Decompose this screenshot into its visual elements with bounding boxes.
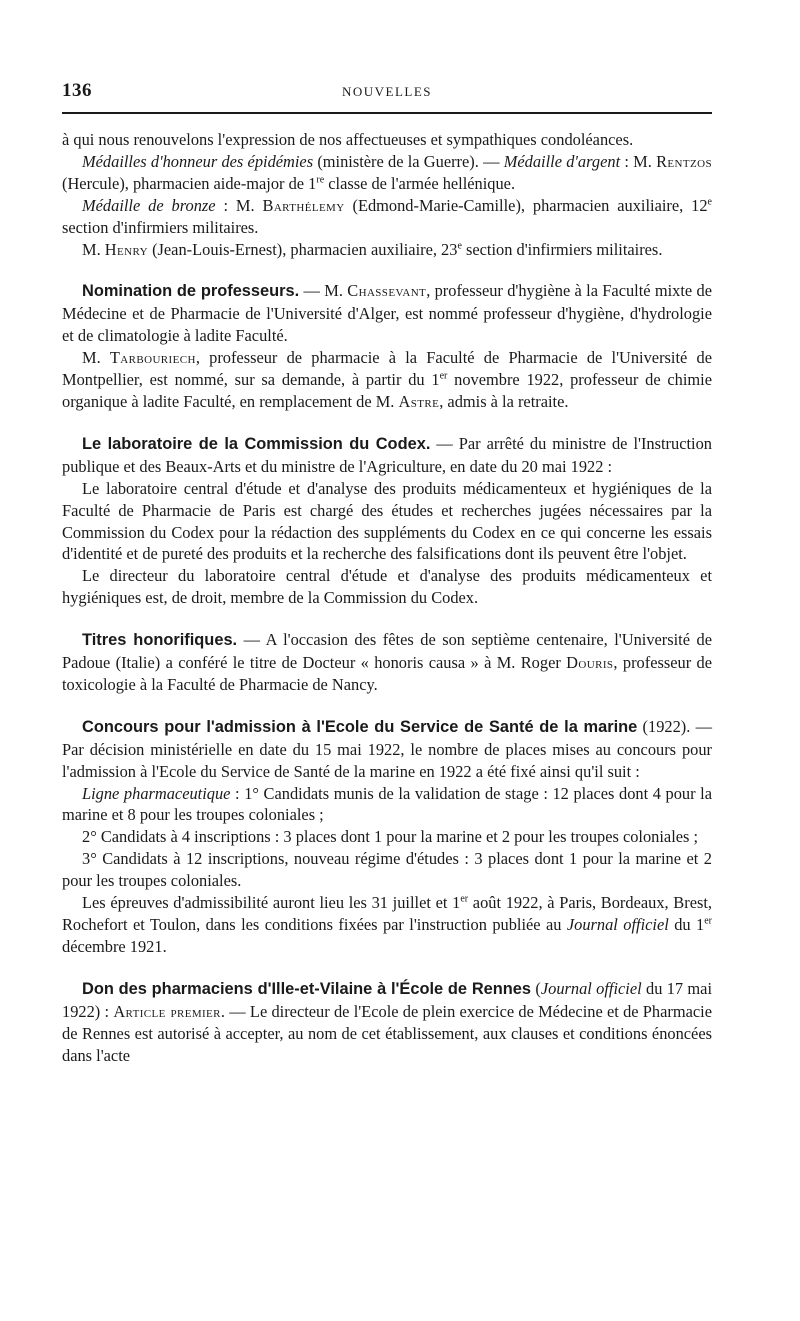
person-name: Barthélemy xyxy=(262,195,345,215)
header-rule xyxy=(62,112,712,114)
section-concours xyxy=(62,716,712,958)
paragraph: à qui nous renouvelons l'expression de nos affectueuses et sympathiques condoléances. xyxy=(62,130,634,149)
superscript: e xyxy=(457,240,462,252)
article-body xyxy=(62,129,712,1066)
section-heading: Don des pharmaciens d'Ille-et-Vilaine à l'École de Rennes xyxy=(82,979,532,998)
text-run: . — Le directeur de l'Ecole de plein exercice de Médecine et de Pharmacie de Rennes est autorisé à accepter, au nom de cet établissement, aux clauses et conditions énoncées dans l'acte xyxy=(62,1001,712,1065)
section-heading: Titres honorifiques. xyxy=(82,631,238,650)
article-label: Article premier xyxy=(113,1001,221,1021)
section-heading: Concours pour l'admission à l'Ecole du Service de Santé de la marine xyxy=(82,717,638,736)
section-don xyxy=(62,978,712,1067)
section-codex xyxy=(62,433,712,609)
paragraph: Le laboratoire central d'étude et d'analyse des produits médicamenteux et hygiéniques de la Faculté de Pharmacie de Paris est chargé des études et recherches jugées nécessaires par la Commission du Codex pour la rédaction des suppléments du Codex en ce qui concerne les essais d'identité et de pureté des produits et la recherche des falsifications dont ils peuvent être l'objet. xyxy=(62,478,712,564)
text-run: , professeur de toxicologie à la Faculté de Pharmacie de Nancy. xyxy=(62,653,712,694)
text-run: , professeur d'hygiène à la Faculté mixte de Médecine et de Pharmacie de l'Université d'Alger, est nommé professeur d'hygiène, d'hydrologie et de climatologie à ladite Faculté. xyxy=(62,281,713,346)
paragraph xyxy=(62,239,712,261)
person-name: Henry xyxy=(104,239,148,259)
superscript: e xyxy=(707,196,712,208)
text-run: (ministère de la Guerre). — xyxy=(313,151,504,171)
superscript: er xyxy=(460,893,469,905)
text-run: Les épreuves d'admissibilité auront lieu les 31 juillet et 1 xyxy=(82,893,461,913)
paragraph xyxy=(62,433,712,478)
paragraph xyxy=(62,978,712,1067)
section-titres xyxy=(62,629,712,696)
text-run: section d'infirmiers militaires. xyxy=(461,239,663,259)
paragraph xyxy=(62,629,712,696)
text-run: — M. xyxy=(299,281,348,301)
publication-title: Journal officiel xyxy=(566,915,669,934)
text-run: novembre 1922, professeur de chimie organique à ladite Faculté, en remplacement de M. xyxy=(62,370,712,411)
award-label: Médaille d'argent xyxy=(503,151,621,171)
text-run: ( xyxy=(531,978,541,998)
superscript: er xyxy=(439,370,448,382)
text-run: section d'infirmiers militaires. xyxy=(62,217,259,237)
superscript: re xyxy=(316,174,325,186)
person-name: Chassevant xyxy=(347,281,427,301)
page-number: 136 xyxy=(62,80,92,101)
text-run: du 17 mai 1922) : xyxy=(62,978,713,1021)
text-run: (Hercule), pharmacien aide-major de 1 xyxy=(62,173,317,193)
text-run: classe de l'armée hellénique. xyxy=(324,173,516,193)
publication-title: Journal officiel xyxy=(540,978,642,998)
text-run: (Edmond-Marie-Camille), pharmacien auxiliaire, 12 xyxy=(344,195,708,215)
page-header xyxy=(62,80,712,108)
text-run: : M. xyxy=(215,195,263,215)
award-label: Médailles d'honneur des épidémies xyxy=(82,151,314,171)
paragraph xyxy=(62,151,712,195)
text-run: du 1 xyxy=(668,915,705,934)
paragraph xyxy=(62,280,712,347)
text-run: , professeur de pharmacie à la Faculté de Pharmacie de l'Université de Montpellier, est nommé, sur sa demande, à partir du 1 xyxy=(62,348,712,390)
person-name: Douris xyxy=(566,653,614,673)
person-name: Rentzos xyxy=(656,151,712,171)
award-label: Médaille de bronze xyxy=(82,195,216,215)
text-run: — A l'occasion des fêtes de son septième centenaire, l'Université de Padoue (Italie) a conféré le titre de Docteur « honoris causa » à M. Roger xyxy=(62,630,712,673)
text-run: (1922). — Par décision ministérielle en date du 15 mai 1922, le nombre de places mises au concours pour l'admission à l'Ecole du Service de Santé de la marine en 1922 a été fixé ainsi qu'il suit : xyxy=(62,716,712,781)
text-run: août 1922, à Paris, Bordeaux, Brest, Rochefort et Toulon, dans les conditions fixées par l'instruction publiée au xyxy=(62,893,712,934)
paragraph xyxy=(62,347,712,413)
paragraph: Le directeur du laboratoire central d'étude et d'analyse des produits médicamenteux et hygiéniques est, de droit, membre de la Commission du Codex. xyxy=(62,566,712,608)
text-run: , admis à la retraite. xyxy=(439,391,569,411)
paragraph xyxy=(62,783,712,827)
paragraph xyxy=(62,892,712,958)
text-run: M. xyxy=(82,239,105,259)
person-name: Astre xyxy=(398,391,440,411)
section-nomination xyxy=(62,280,712,412)
text-run: M. xyxy=(82,348,110,368)
text-run: — Par arrêté du ministre de l'Instruction publique et des Beaux-Arts et du ministre de l'Agriculture, en date du 20 mai 1922 : xyxy=(62,433,712,476)
section-heading: Nomination de professeurs. xyxy=(82,282,300,301)
paragraph xyxy=(62,195,712,239)
text-run: (Jean-Louis-Ernest), pharmacien auxiliaire, 23 xyxy=(147,239,458,259)
running-head: NOUVELLES xyxy=(341,84,433,99)
category-label: Ligne pharmaceutique xyxy=(82,783,231,803)
person-name: Tarbouriech xyxy=(109,348,196,368)
text-run: : 1° Candidats munis de la validation de stage : 12 places dont 4 pour la marine et 8 pour les troupes coloniales ; xyxy=(62,783,713,825)
text-run: décembre 1921. xyxy=(62,936,167,956)
paragraph: 3° Candidats à 12 inscriptions, nouveau régime d'études : 3 places dont 1 pour la marine et 2 pour les troupes coloniales. xyxy=(62,849,712,891)
paragraph xyxy=(62,716,712,783)
superscript: er xyxy=(704,915,712,927)
section-heading: Le laboratoire de la Commission du Codex. xyxy=(82,434,431,453)
text-run: : M. xyxy=(620,151,657,171)
paragraph: 2° Candidats à 4 inscriptions : 3 places dont 1 pour la marine et 2 pour les troupes coloniales ; xyxy=(82,827,699,847)
